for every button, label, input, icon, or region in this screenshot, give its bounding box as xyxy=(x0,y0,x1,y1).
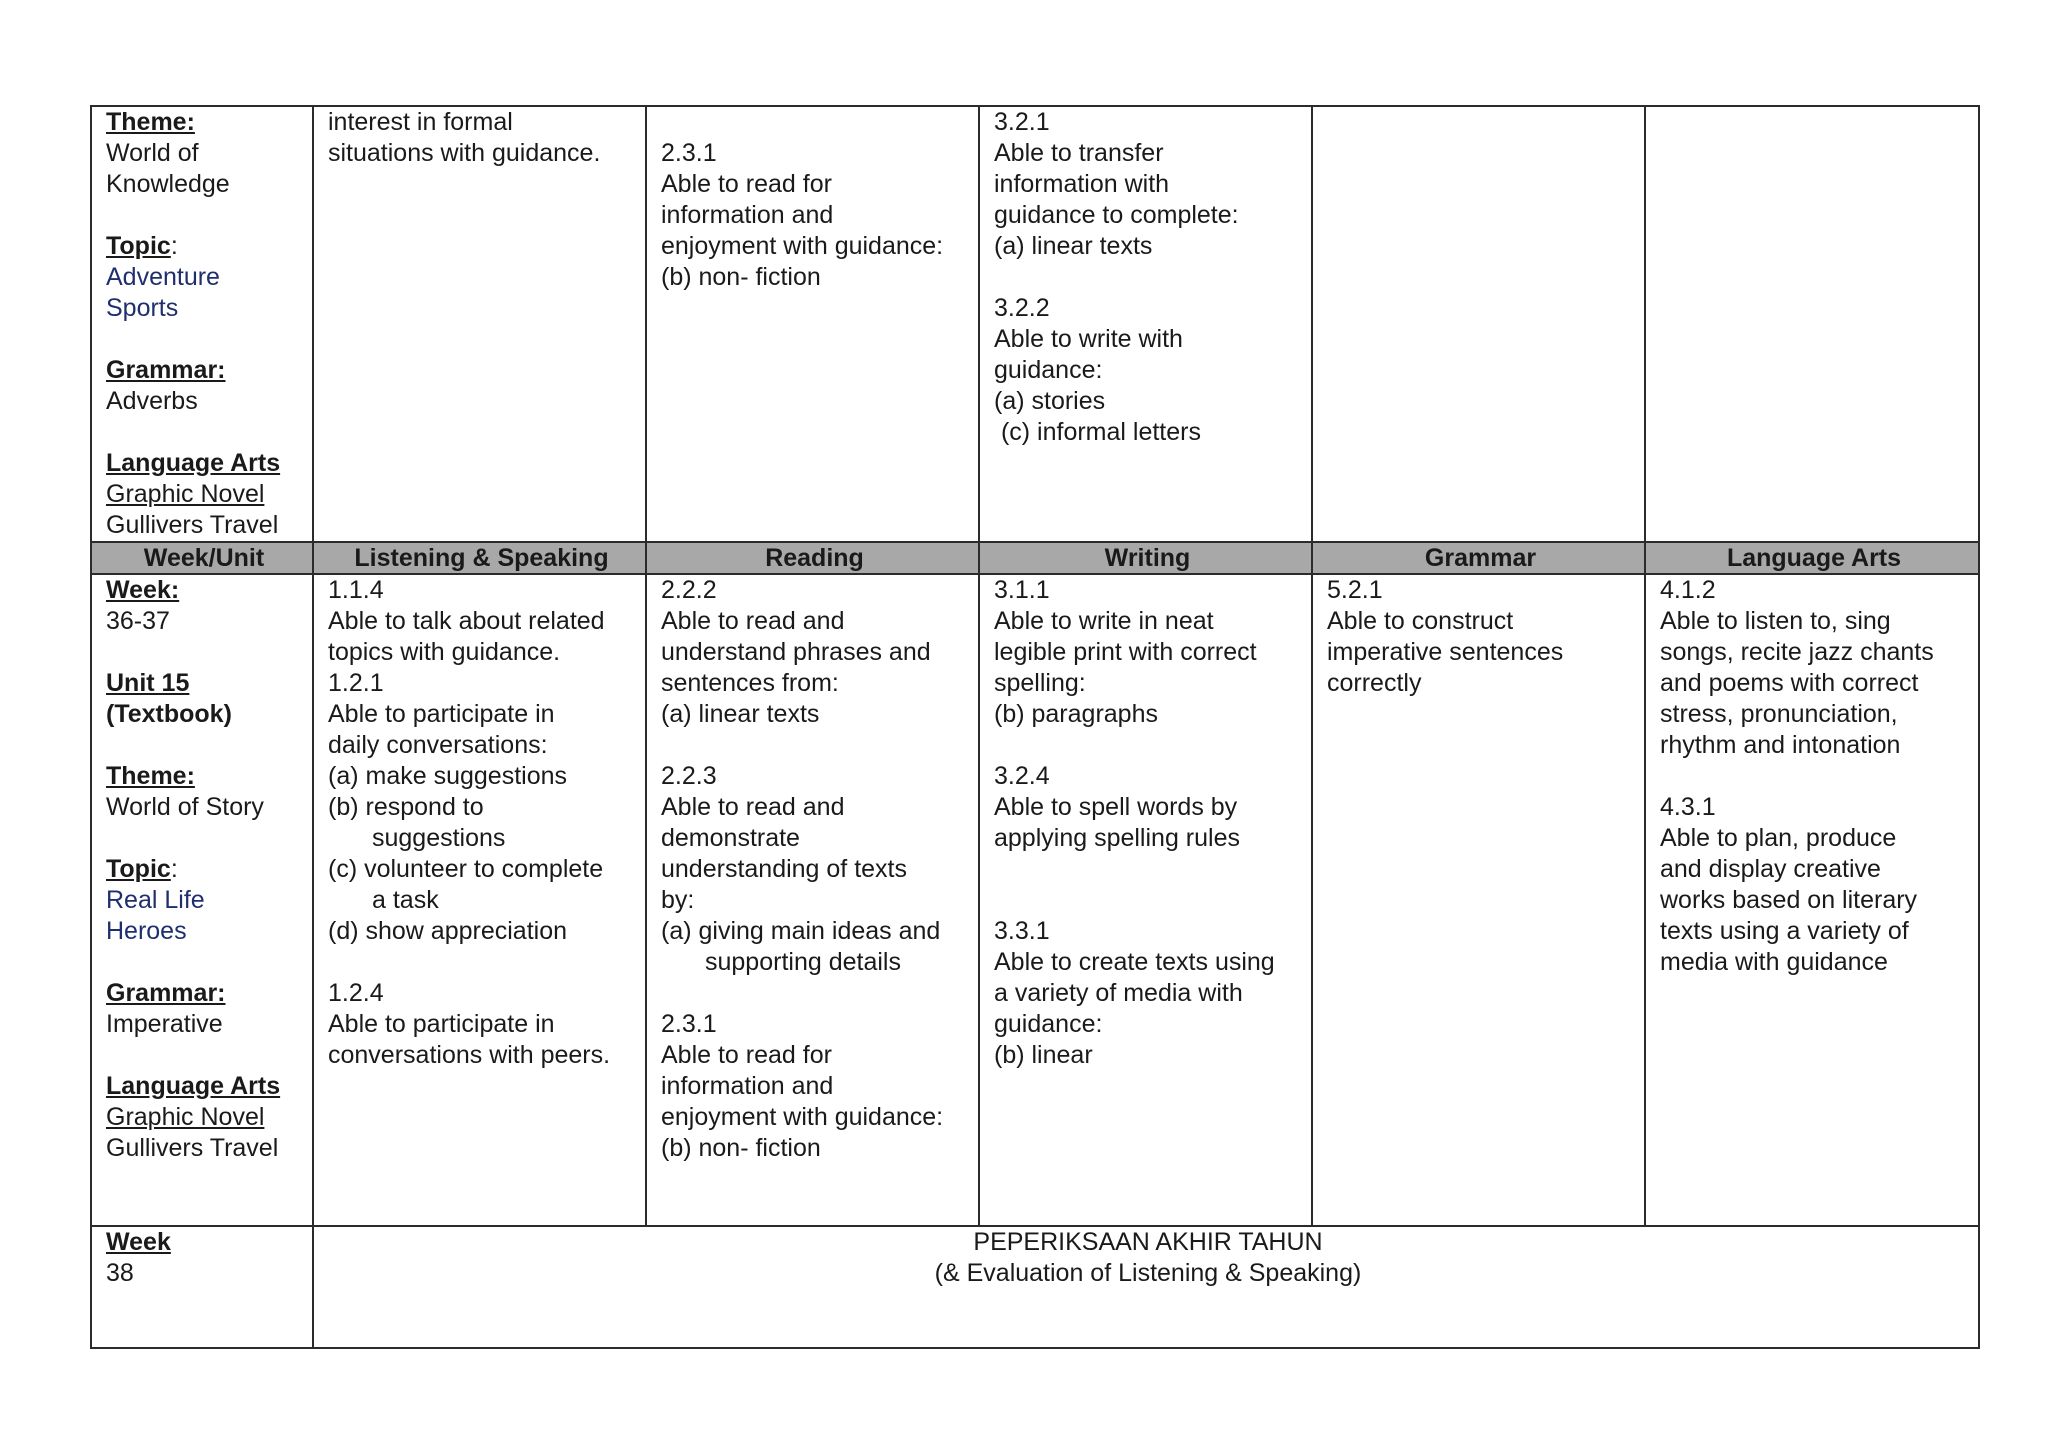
text-line: texts using a variety of xyxy=(1660,917,1909,945)
text-line: Able to spell words by xyxy=(994,793,1238,821)
exam-cell xyxy=(313,1226,1979,1348)
text-line: sentences from: xyxy=(661,669,839,697)
text-line: (b) linear xyxy=(994,1041,1093,1069)
standard-code: 5.2.1 xyxy=(1327,576,1383,604)
standard-code: 2.3.1 xyxy=(661,139,717,167)
text-line: Able to participate in xyxy=(328,700,555,728)
text-line: situations with guidance. xyxy=(328,139,601,167)
text-line: Able to listen to, sing xyxy=(1660,607,1891,635)
topic-label: Topic xyxy=(106,855,171,883)
theme-value: World of xyxy=(106,139,199,167)
text-line: Able to transfer xyxy=(994,139,1164,167)
header-reading: Reading xyxy=(646,542,979,574)
text-line: (a) linear texts xyxy=(661,700,820,728)
standard-code: 4.1.2 xyxy=(1660,576,1716,604)
text-line: (a) linear texts xyxy=(994,232,1153,260)
week-value: 38 xyxy=(106,1259,134,1287)
grammar-value: Imperative xyxy=(106,1010,223,1038)
topic-value: Adventure xyxy=(106,263,220,291)
theme-label: Theme: xyxy=(106,108,195,136)
standard-code: 3.1.1 xyxy=(994,576,1050,604)
reading-cell xyxy=(646,106,979,542)
writing-cell xyxy=(979,574,1312,1226)
standard-code: 1.2.1 xyxy=(328,669,384,697)
header-language-arts: Language Arts xyxy=(1645,542,1979,574)
listening-speaking-cell xyxy=(313,106,646,542)
header-writing: Writing xyxy=(979,542,1312,574)
text-line: and poems with correct xyxy=(1660,669,1919,697)
standard-code: 4.3.1 xyxy=(1660,793,1716,821)
graphic-novel-text: Graphic Novel xyxy=(106,1103,265,1131)
text-line: information and xyxy=(661,201,834,229)
text-line: legible print with correct xyxy=(994,638,1257,666)
gullivers-travel-text: Gullivers Travel xyxy=(106,1134,279,1162)
text-line: (c) informal letters xyxy=(994,418,1201,446)
text-line: Able to read for xyxy=(661,170,832,198)
unit-label: Unit 15 xyxy=(106,669,190,697)
listening-speaking-cell xyxy=(313,574,646,1226)
week-unit-cell xyxy=(91,574,313,1226)
text-line: correctly xyxy=(1327,669,1422,697)
writing-cell xyxy=(979,106,1312,542)
graphic-novel-text: Graphic Novel xyxy=(106,480,265,508)
week-label: Week xyxy=(106,1228,171,1256)
language-arts-label: Language Arts xyxy=(106,1072,281,1100)
topic-heading xyxy=(106,231,302,262)
text-line: by: xyxy=(661,886,695,914)
text-line: enjoyment with guidance: xyxy=(661,1103,944,1131)
scheme-of-work-table xyxy=(90,105,1980,1349)
list-item-continuation: supporting details xyxy=(705,948,901,976)
standard-code: 3.2.1 xyxy=(994,108,1050,136)
text-line: Able to write with xyxy=(994,325,1183,353)
grammar-cell xyxy=(1312,106,1645,542)
week-unit-cell xyxy=(91,106,313,542)
list-item: (b) respond to xyxy=(328,793,484,821)
text-line: Able to plan, produce xyxy=(1660,824,1897,852)
standard-code: 3.2.2 xyxy=(994,294,1050,322)
text-line: enjoyment with guidance: xyxy=(661,232,944,260)
text-line: topics with guidance. xyxy=(328,638,561,666)
topic-value: Sports xyxy=(106,294,179,322)
text-line: Able to read and xyxy=(661,793,845,821)
topic-colon: : xyxy=(170,855,178,883)
list-item: (a) giving main ideas and xyxy=(661,917,941,945)
text-line: and display creative xyxy=(1660,855,1881,883)
standard-code: 1.2.4 xyxy=(328,979,384,1007)
standard-code: 2.2.2 xyxy=(661,576,717,604)
reading-cell xyxy=(646,574,979,1226)
unit-sub-label: (Textbook) xyxy=(106,700,232,728)
text-line: songs, recite jazz chants xyxy=(1660,638,1934,666)
text-line: applying spelling rules xyxy=(994,824,1240,852)
exam-subtitle: (& Evaluation of Listening & Speaking) xyxy=(934,1259,1362,1287)
text-line: guidance: xyxy=(994,1010,1103,1038)
header-week-unit: Week/Unit xyxy=(91,542,313,574)
text-line: (a) stories xyxy=(994,387,1106,415)
text-line: conversations with peers. xyxy=(328,1041,611,1069)
standard-code: 2.3.1 xyxy=(661,1010,717,1038)
language-arts-label: Language Arts xyxy=(106,449,281,477)
text-line: daily conversations: xyxy=(328,731,548,759)
table-row-week-36-37 xyxy=(91,574,1979,1226)
text-line: Able to read and xyxy=(661,607,845,635)
text-line: understand phrases and xyxy=(661,638,931,666)
week-label: Week: xyxy=(106,576,180,604)
text-line: rhythm and intonation xyxy=(1660,731,1901,759)
list-item-continuation: suggestions xyxy=(372,824,506,852)
text-line: information with xyxy=(994,170,1170,198)
text-line: Able to write in neat xyxy=(994,607,1214,635)
text-line: media with guidance xyxy=(1660,948,1888,976)
topic-value: Real Life xyxy=(106,886,205,914)
text-line: a variety of media with xyxy=(994,979,1243,1007)
text-line: guidance to complete: xyxy=(994,201,1239,229)
text-line: Able to talk about related xyxy=(328,607,605,635)
standard-code: 3.2.4 xyxy=(994,762,1050,790)
exam-title: PEPERIKSAAN AKHIR TAHUN xyxy=(973,1228,1323,1256)
header-grammar: Grammar xyxy=(1312,542,1645,574)
table-header-row xyxy=(91,542,1979,574)
grammar-cell xyxy=(1312,574,1645,1226)
grammar-label: Grammar: xyxy=(106,356,226,384)
list-item: (d) show appreciation xyxy=(328,917,568,945)
text-line: Able to construct xyxy=(1327,607,1514,635)
standard-code: 2.2.3 xyxy=(661,762,717,790)
text-line: (b) non- fiction xyxy=(661,263,821,291)
language-arts-cell xyxy=(1645,574,1979,1226)
text-line: guidance: xyxy=(994,356,1103,384)
standard-code: 1.1.4 xyxy=(328,576,384,604)
text-line: information and xyxy=(661,1072,834,1100)
list-item: (a) make suggestions xyxy=(328,762,568,790)
table-row-week-38 xyxy=(91,1226,1979,1348)
text-line: interest in formal xyxy=(328,108,513,136)
week-unit-cell xyxy=(91,1226,313,1348)
text-line: spelling: xyxy=(994,669,1086,697)
header-listening-speaking: Listening & Speaking xyxy=(313,542,646,574)
text-line: imperative sentences xyxy=(1327,638,1564,666)
topic-heading xyxy=(106,854,302,885)
text-line: (b) paragraphs xyxy=(994,700,1158,728)
list-item: (c) volunteer to complete xyxy=(328,855,604,883)
text-line: stress, pronunciation, xyxy=(1660,700,1898,728)
text-line: understanding of texts xyxy=(661,855,907,883)
grammar-value: Adverbs xyxy=(106,387,198,415)
theme-value: World of Story xyxy=(106,793,264,821)
text-line: demonstrate xyxy=(661,824,800,852)
language-arts-cell xyxy=(1645,106,1979,542)
gullivers-travel-text: Gullivers Travel xyxy=(106,511,279,539)
list-item-continuation: a task xyxy=(372,886,439,914)
text-line: Able to create texts using xyxy=(994,948,1275,976)
theme-label: Theme: xyxy=(106,762,195,790)
text-line: (b) non- fiction xyxy=(661,1134,821,1162)
topic-label: Topic xyxy=(106,232,171,260)
topic-value: Heroes xyxy=(106,917,187,945)
text-line: works based on literary xyxy=(1660,886,1918,914)
topic-colon: : xyxy=(170,232,178,260)
theme-value: Knowledge xyxy=(106,170,230,198)
grammar-label: Grammar: xyxy=(106,979,226,1007)
text-line: Able to read for xyxy=(661,1041,832,1069)
week-value: 36-37 xyxy=(106,607,170,635)
standard-code: 3.3.1 xyxy=(994,917,1050,945)
text-line: Able to participate in xyxy=(328,1010,555,1038)
table-row-week-35 xyxy=(91,106,1979,542)
